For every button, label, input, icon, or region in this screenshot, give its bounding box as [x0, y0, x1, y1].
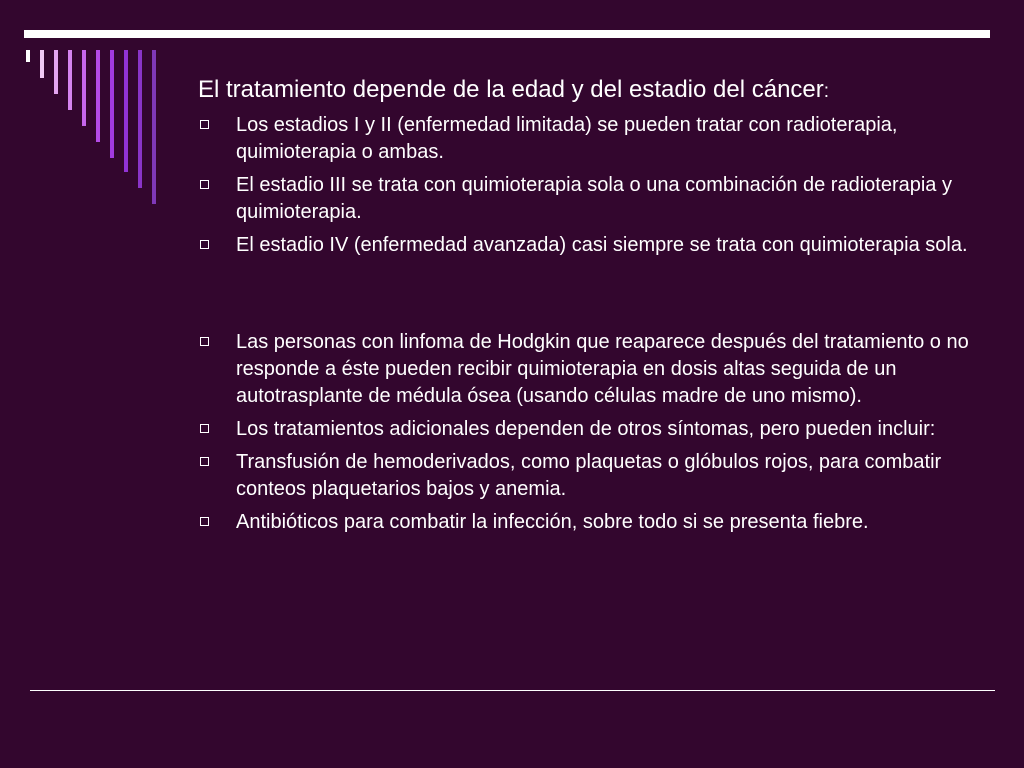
square-bullet-icon [200, 240, 209, 249]
top-decorative-bar [24, 30, 990, 38]
lead-text: El tratamiento depende de la edad y del estadio del cáncer [198, 76, 824, 103]
list-item-text: El estadio IV (enfermedad avanzada) casi siempre se trata con quimioterapia sola. [236, 234, 968, 256]
decorative-stripes [26, 50, 166, 210]
stripe [96, 50, 100, 142]
square-bullet-icon [200, 457, 209, 466]
stripe [54, 50, 58, 94]
slide-content [198, 74, 978, 542]
list-item-text: Antibióticos para combatir la infección, sobre todo si se presenta fiebre. [236, 511, 869, 533]
list-item-text: Las personas con linfoma de Hodgkin que reaparece después del tratamiento o no responde a éste pueden recibir quimioterapia en dosis altas seguida de un autotrasplante de médula ósea (usando células madre de uno mismo). [236, 331, 969, 407]
bullet-list-treatments [198, 329, 978, 536]
lead-colon: : [823, 81, 830, 102]
list-item [198, 509, 978, 536]
list-item [198, 232, 978, 259]
square-bullet-icon [200, 424, 209, 433]
stripe [138, 50, 142, 188]
list-item [198, 112, 978, 166]
stripe [26, 50, 30, 62]
list-item-text: Transfusión de hemoderivados, como plaquetas o glóbulos rojos, para combatir conteos plaquetarios bajos y anemia. [236, 451, 942, 500]
list-item-text: El estadio III se trata con quimioterapia sola o una combinación de radioterapia y quimioterapia. [236, 174, 952, 223]
stripe [124, 50, 128, 172]
square-bullet-icon [200, 180, 209, 189]
stripe [40, 50, 44, 78]
square-bullet-icon [200, 120, 209, 129]
list-item [198, 449, 978, 503]
square-bullet-icon [200, 337, 209, 346]
list-item-text: Los tratamientos adicionales dependen de otros síntomas, pero pueden incluir: [236, 418, 936, 440]
list-item [198, 172, 978, 226]
square-bullet-icon [200, 517, 209, 526]
bottom-divider [30, 690, 995, 691]
list-item [198, 329, 978, 410]
spacer [198, 265, 978, 329]
stripe [152, 50, 156, 204]
stripe [110, 50, 114, 158]
stripe [68, 50, 72, 110]
slide-lead [198, 74, 978, 108]
list-item [198, 416, 978, 443]
bullet-list-stages [198, 112, 978, 259]
stripe [82, 50, 86, 126]
list-item-text: Los estadios I y II (enfermedad limitada) se pueden tratar con radioterapia, quimioterapia o ambas. [236, 114, 898, 163]
